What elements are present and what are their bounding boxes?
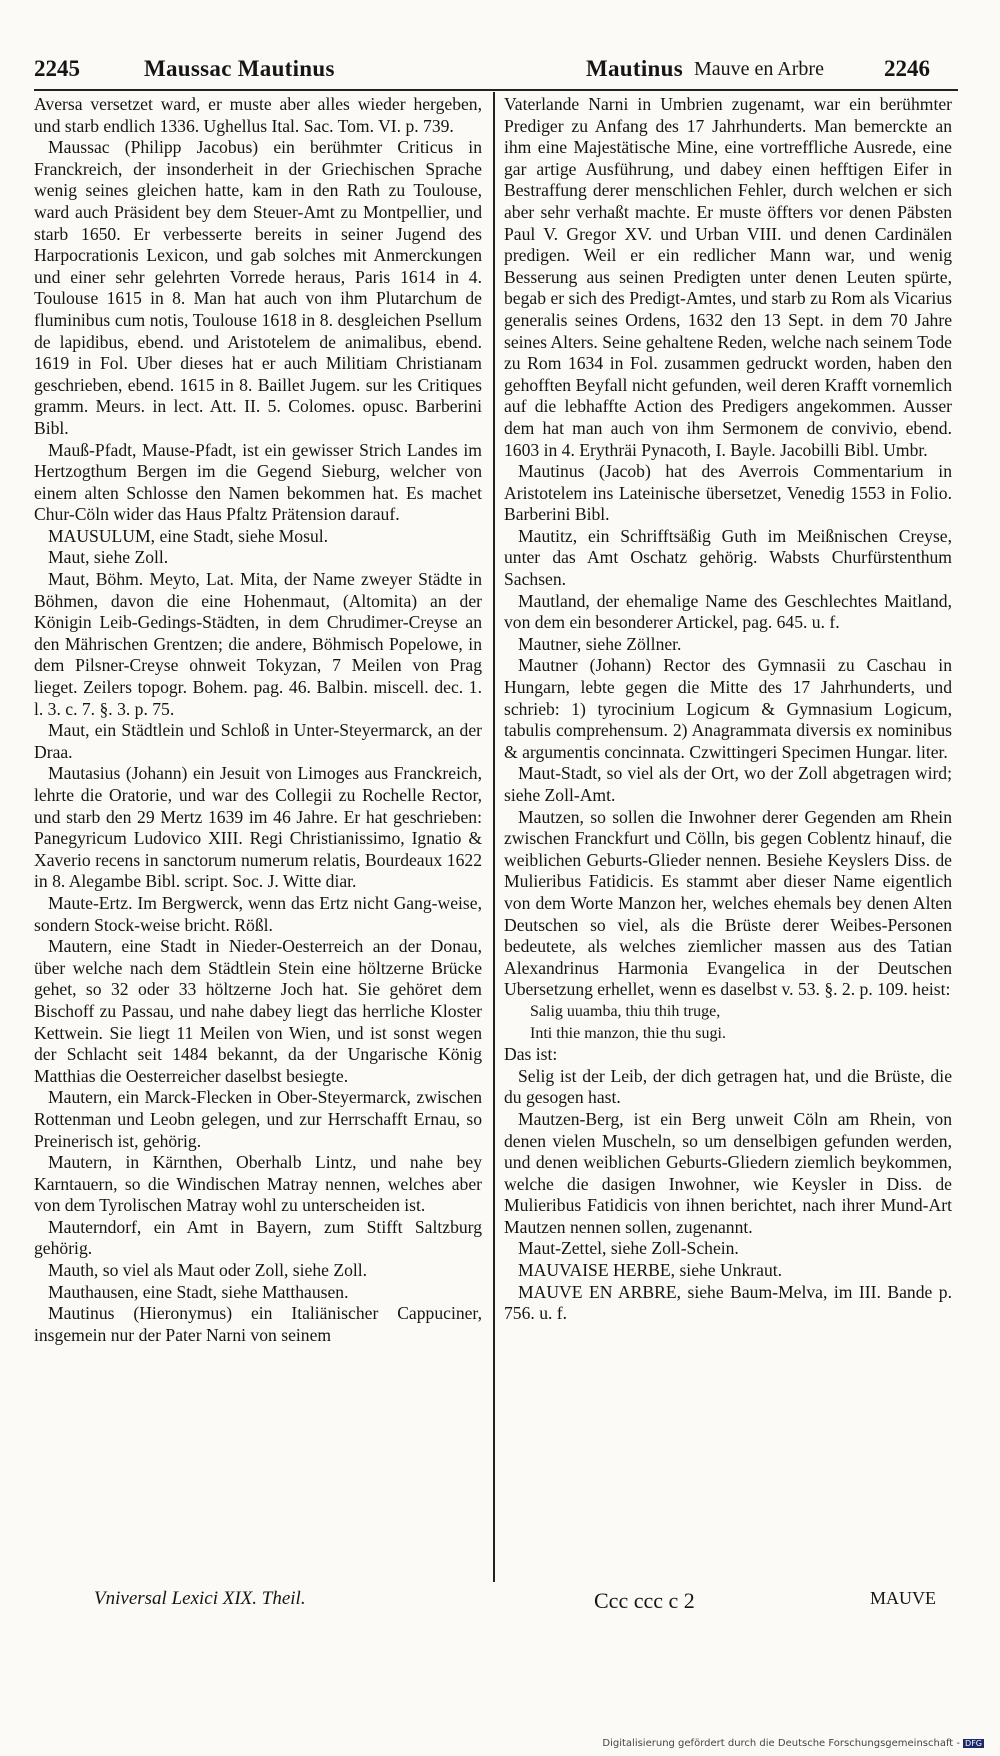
book-page: [34, 52, 958, 1652]
running-head-left: Maussac Mautinus: [144, 56, 335, 81]
entry-paragraph: MAUVE EN ARBRE, siehe Baum-Melva, im III. Bande p. 756. u. f.: [504, 1281, 952, 1324]
entry-paragraph: Mauterndorf, ein Amt in Bayern, zum Stifft Saltzburg gehörig.: [34, 1216, 482, 1259]
entry-paragraph: Mauß-Pfadt, Mause-Pfadt, ist ein gewisser Strich Landes im Hertzogthum Bergen im die Gegend Sieburg, welcher von einem alten Schlosse den Namen bekommen hat. Es machet Chur-Cöln wider das Haus Pfaltz Prätension darauf.: [34, 439, 482, 525]
page-number-right: 2246: [884, 56, 930, 81]
entry-paragraph: Mautitz, ein Schrifftsäßig Guth im Meißnischen Creyse, unter das Amt Oschatz gehörig. Wabsts Churfürstenthum Sachsen.: [504, 525, 952, 590]
dfg-logo: DFG: [965, 1739, 982, 1748]
entry-paragraph: Maut-Stadt, so viel als der Ort, wo der Zoll abgetragen wird; siehe Zoll-Amt.: [504, 763, 952, 805]
entry-paragraph: Mautzen, so sollen die Inwohner derer Gegenden am Rhein zwischen Franckfurt und Cölln, bis gegen Coblentz hinauf, die weiblichen Geburts-Glieder nennen. Besiehe Keyslers Diss. de Mulieribus Fatidicis. Es stammt aber dieser Name eigentlich von dem Worte Manzon her, welches ehemals bey denen Alten Deutschen so viel, als die Brüste derer Weibes-Personen bedeutete, als welches ziemlicher massen aus des Tatian Alexandrinus Harmonia Evangelica in der Deutschen Ubersetzung erhellet, wenn es daselbst v. 53. §. 2. p. 109. heist:: [504, 806, 952, 1000]
entry-paragraph: Maut, siehe Zoll.: [48, 547, 169, 568]
entry-paragraph: Mauthausen, eine Stadt, siehe Matthausen.: [48, 1281, 349, 1302]
entry-paragraph: Maussac (Philipp Jacobus) ein berühmter Criticus in Franckreich, der insonderheit in der Griechischen Sprache wenig seines gleichen hatte, kam in den Rath zu Toulouse, ward auch Präsident bey dem Steuer-Amt zu Montpellier, und starb 1650. Er verbesserte bereits in seiner Jugend des Harpocrationis Lexicon, und gab solches mit Anmerckungen und einer sehr gelehrten Vorrede heraus, Paris 1614 in 4. Toulouse 1615 in 8. Man hat auch von ihm Plutarchum de fluminibus cum notis, Toulouse 1618 in 8. desgleichen Psellum de lapidibus, ebend. und Aristotelem de animalibus, ebend. 1619 in Fol. Uber dieses hat er auch Militiam Christianam geschrieben, ebend. 1615 in 8. Baillet Jugem. sur les Critiques gramm. Meurs. in lect. Att. II. 5. Colomes. opusc. Barberini Bibl.: [34, 137, 482, 438]
entry-paragraph: Mautland, der ehemalige Name des Geschlechtes Maitland, von dem ein besonderer Artickel, pag. 645. u. f.: [504, 590, 952, 633]
entry-paragraph: Maute-Ertz. Im Bergwerck, wenn das Ertz nicht Gang-weise, sondern Stock-weise bricht. Rößl.: [34, 892, 482, 935]
entry-paragraph: Maut, Böhm. Meyto, Lat. Mita, der Name zweyer Städte in Böhmen, davon die eine Hohenmaut, (Altomita) an der Königin Leib-Gedings-Städten, in dem Chrudimer-Creyse an den Mährischen Grentzen; die andere, Böhmisch Popelowe, in dem Pilsner-Creyse ohnweit Tokyzan, 7 Meilen von Prag lieget. Zeilers topogr. Bohem. pag. 46. Balbin. miscell. dec. 1. l. 3. c. 7. §. 3. p. 75.: [34, 569, 482, 719]
entry-paragraph: MAUSULUM, eine Stadt, siehe Mosul.: [48, 525, 329, 546]
entry-paragraph: Mauth, so viel als Maut oder Zoll, siehe Zoll.: [48, 1260, 368, 1281]
entry-paragraph: Aversa versetzet ward, er muste aber alles wieder hergeben, und starb endlich 1336. Ughellus Ital. Sac. Tom. VI. p. 739.: [34, 94, 482, 136]
entry-paragraph: Mautinus (Hieronymus) ein Italiänischer Cappuciner, insgemein nur der Pater Narni von seinem: [34, 1303, 482, 1345]
catchword: MAUVE: [870, 1588, 936, 1608]
entry-paragraph: Selig ist der Leib, der dich getragen hat, und die Brüste, die du gesogen hast.: [504, 1065, 952, 1108]
entry-paragraph: Mautner (Johann) Rector des Gymnasii zu Caschau in Hungarn, lebte gegen die Mitte des 17 Jahrhunderts, und schrieb: 1) tyrocinium Logicum & Gymnasium Logicum, tabulis comprehensum. 2) Anagrammata diversis ex nominibus & argumentis concinnata. Czwittingeri Specimen Hungar. liter.: [504, 655, 952, 762]
entry-paragraph: Mautern, ein Marck-Flecken in Ober-Steyermarck, zwischen Rottenman und Leobn gelegen, und zur Herrschafft Ernau, so Preinerisch ist, gehörig.: [34, 1087, 482, 1151]
running-head-right-sub: Mauve en Arbre: [694, 58, 824, 80]
signature-title: Vniversal Lexici XIX. Theil.: [94, 1588, 306, 1609]
entry-paragraph: Mautern, in Kärnthen, Oberhalb Lintz, und nahe bey Karntauern, so die Windischen Matray nennen, welches aber von dem Tyrolischen Matray wohl zu unterscheiden ist.: [34, 1152, 482, 1216]
header-rule: [34, 89, 958, 91]
credit-text: Digitalisierung gefördert durch die Deutsche Forschungsgemeinschaft -: [602, 1738, 961, 1749]
page-number-left: 2245: [34, 56, 80, 81]
digitization-credit: [602, 1738, 984, 1749]
column-divider: [493, 92, 495, 1582]
entry-paragraph: Mautner, siehe Zöllner.: [518, 633, 682, 654]
entry-paragraph: Maut, ein Städtlein und Schloß in Unter-Steyermarck, an der Draa.: [34, 720, 482, 762]
entry-paragraph: Mautzen-Berg, ist ein Berg unweit Cöln am Rhein, von denen vielen Muscheln, so um denselbigen gefunden werden, und denen weiblichen Geburts-Gliedern ziemlich beykommen, welche die dasigen Inwohner, wie Keysler in Diss. de Mulieribus Fatidicis von ihnen berichtet, nach ihrer Mund-Art Mautzen nennen sollen, zugenannt.: [504, 1108, 952, 1237]
running-head-right: Mautinus: [586, 56, 683, 81]
left-column: [34, 94, 482, 1346]
verse-line: Salig uuamba, thiu thih truge,: [530, 1002, 721, 1020]
entry-paragraph: Vaterlande Narni in Umbrien zugenamt, war ein berühmter Prediger zu Anfang des 17 Jahrhunderts. Man bemerckte an ihm eine Majestätische Mine, eine vortreffliche Ausrede, eine gar artige Ausführung, und dabey einen hefftigen Eifer in Bestraffung derer menschlichen Fehler, durch welchen er sich aber sehr verhaßt machte. Er muste öffters vor denen Päbsten Paul V. Gregor XV. und Urban VIII. und denen Cardinälen predigen. Weil er ein redlicher Mann war, und wenig Besserung aus seinen Predigten unter denen Leuten spürte, begab er sich des Predigt-Amtes, und starb zu Rom als Vicarius generalis seines Ordens, 1632 den 13 Sept. in dem 70 Jahre seines Alters. Seine gehaltene Reden, welche nach seinem Tode zu Rom 1634 in Fol. zusammen gedruckt worden, haben den gehofften Beyfall nicht gefunden, weil deren Krafft vornemlich auf die lebhaffte Action des Predigers angekommen. Ausser dem hat man auch von ihm Sermonem de convivio, ebend. 1603 in 4. Erythräi Pynacoth, I. Bayle. Jacobilli Bibl. Umbr.: [504, 94, 952, 460]
entry-paragraph: Maut-Zettel, siehe Zoll-Schein.: [518, 1238, 739, 1259]
entry-paragraph: Mautinus (Jacob) hat des Averrois Commentarium in Aristotelem ins Lateinische übersetzet, Venedig 1553 in Folio. Barberini Bibl.: [504, 461, 952, 525]
verse-line: Inti thie manzon, thie thu sugi.: [530, 1024, 726, 1042]
entry-paragraph: Mautasius (Johann) ein Jesuit von Limoges aus Franckreich, lehrte die Oratorie, und war des Collegii zu Rochelle Rector, und starb den 29 Mertz 1639 im 46 Jahre. Er hat geschrieben: Panegyricum Ludovico XIII. Regi Christianissimo, Ignatio & Xaverio recens in sanctorum numerum relatis, Bourdeaux 1622 in 8. Alegambe Bibl. script. Soc. J. Witte diar.: [34, 763, 482, 892]
entry-paragraph: Das ist:: [504, 1044, 558, 1065]
right-column: [504, 94, 952, 1325]
signature-mark: Ccc ccc c 2: [594, 1588, 695, 1613]
entry-paragraph: Mautern, eine Stadt in Nieder-Oesterreich an der Donau, über welche nach dem Städtlein Stein eine höltzerne Brücke gehet, so 32 oder 33 höltzerne Joch hat. Sie gehöret dem Bischoff zu Passau, und nahe dabey liegt das herrliche Kloster Kettwein. Sie liegt 11 Meilen von Wien, und ist sonst wegen der Schlacht seit 1484 bekannt, da der Ungarische König Matthias die Oesterreicher daselbst besiegte.: [34, 936, 482, 1086]
entry-paragraph: MAUVAISE HERBE, siehe Unkraut.: [518, 1260, 783, 1281]
running-header: [34, 52, 958, 92]
